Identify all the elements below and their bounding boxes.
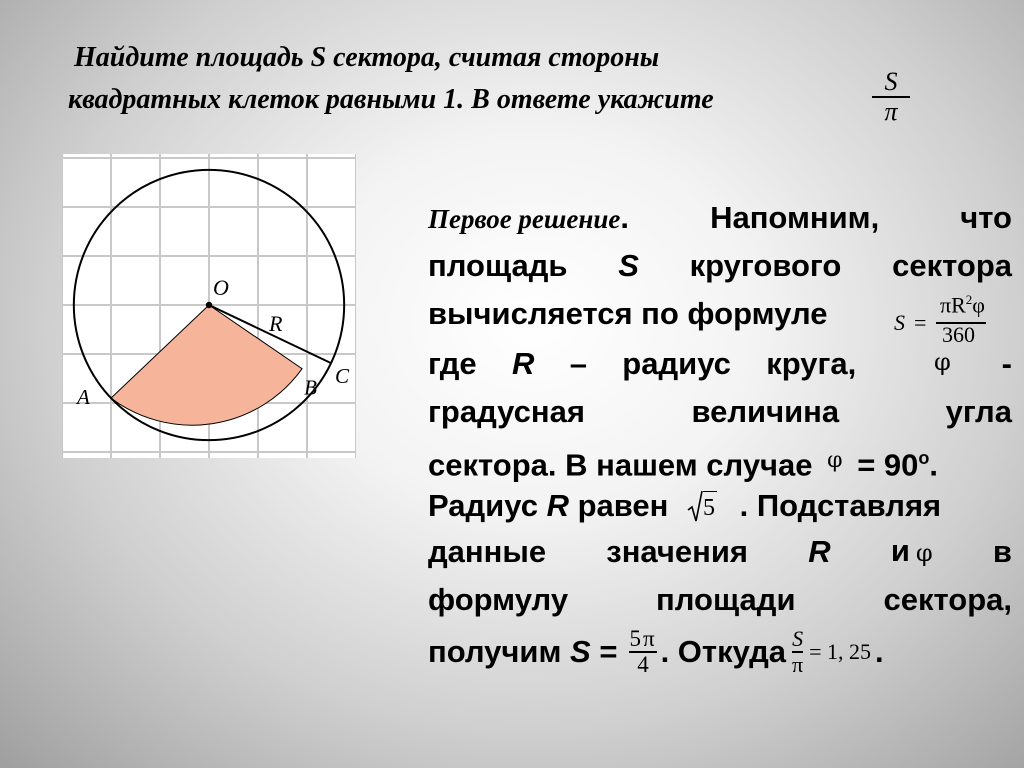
task-line-1: Найдите площадь S сектора, считая стороны: [74, 42, 660, 73]
frac-denominator: 4: [637, 651, 649, 677]
fraction-s-over-pi: [792, 627, 803, 677]
word: формулу: [428, 582, 569, 617]
word: площади: [656, 582, 796, 617]
word: Радиус: [428, 488, 538, 523]
frac-numerator: S: [792, 626, 804, 652]
solution-line-5: [428, 388, 1012, 436]
var-s: S: [618, 248, 639, 283]
formula-exp: 2: [965, 292, 973, 307]
label-c: C: [335, 364, 350, 389]
solution-line-10: [428, 622, 1012, 682]
word: круга,: [766, 346, 857, 381]
label-o: O: [213, 275, 229, 300]
text-then: . Откуда: [660, 634, 787, 669]
solution-line-4: [428, 340, 1012, 388]
word: значения: [606, 534, 749, 569]
word: сектора: [892, 248, 1012, 283]
sqrt-argument: 5: [703, 491, 717, 522]
word: радиус: [622, 346, 731, 381]
first-solution-label: Первое решение: [428, 203, 621, 234]
word: и: [890, 533, 910, 568]
word: кругового: [689, 248, 842, 283]
label-a: A: [77, 385, 90, 410]
solution-line-6: [428, 434, 1012, 482]
label-b: B: [304, 375, 317, 400]
word: площадь: [428, 248, 568, 283]
word: равен: [577, 488, 669, 523]
word: Напомним,: [710, 200, 880, 235]
var-r: R: [511, 346, 535, 381]
word: сектора,: [883, 582, 1012, 617]
word: что: [960, 200, 1012, 235]
var-r: R: [546, 488, 569, 523]
task-frac-numerator: S: [884, 67, 898, 96]
formula-s: S: [894, 310, 905, 335]
first-solution-label-wrap: Первое решение.: [428, 199, 629, 235]
phi-symbol: φ: [934, 348, 951, 376]
phi-symbol: φ: [915, 539, 933, 567]
word: в: [992, 534, 1012, 569]
frac-denominator: π: [792, 651, 804, 677]
word: где: [428, 346, 477, 381]
solution-line-3: вычисляется по формуле: [428, 296, 828, 331]
degree-mark: o: [918, 448, 930, 468]
result-value: = 1, 25: [809, 639, 872, 664]
sector-figure: [62, 154, 356, 458]
period: .: [929, 447, 939, 483]
word: данные: [428, 534, 547, 569]
var-r: R: [808, 534, 831, 569]
dash: -: [1001, 346, 1012, 381]
label-r: R: [269, 311, 283, 336]
task-line-2: квадратных клеток равными 1. В ответе укажите: [68, 84, 714, 115]
formula-eq: =: [914, 310, 927, 335]
solution-line-7: [428, 482, 1012, 530]
radical-sign: [687, 490, 703, 524]
word: градусная: [428, 394, 585, 429]
var-s: S: [570, 634, 591, 669]
frac-numerator: 5π: [629, 626, 657, 652]
formula-phi: φ: [972, 292, 985, 318]
equals: =: [599, 634, 618, 669]
task-frac-denominator: π: [884, 97, 898, 126]
word: –: [569, 346, 587, 381]
period: .: [875, 634, 884, 669]
center-point: [206, 302, 212, 308]
word: угла: [945, 394, 1012, 429]
formula-denominator: 360: [942, 322, 975, 347]
word: получим: [428, 634, 562, 669]
word: величина: [691, 394, 840, 429]
phi-symbol-small: φ: [827, 448, 843, 474]
text-after: . Подставляя: [739, 488, 942, 523]
solution-line-8: [428, 528, 1012, 576]
formula-pi-r: πR: [940, 292, 966, 318]
solution-line-1: [428, 194, 1012, 242]
angle-value: = 90: [857, 447, 919, 483]
formula-numerator: [940, 292, 985, 318]
solution-line-2: [428, 242, 1012, 290]
sector-diagram: [62, 154, 356, 458]
task-fraction-s-over-pi: [870, 68, 912, 126]
fraction-5pi-over-4: [629, 627, 656, 677]
text-before: сектора. В нашем случае: [428, 447, 813, 483]
solution-line-9: [428, 576, 1012, 624]
sqrt-five: [687, 490, 717, 526]
word-and: [891, 527, 933, 577]
